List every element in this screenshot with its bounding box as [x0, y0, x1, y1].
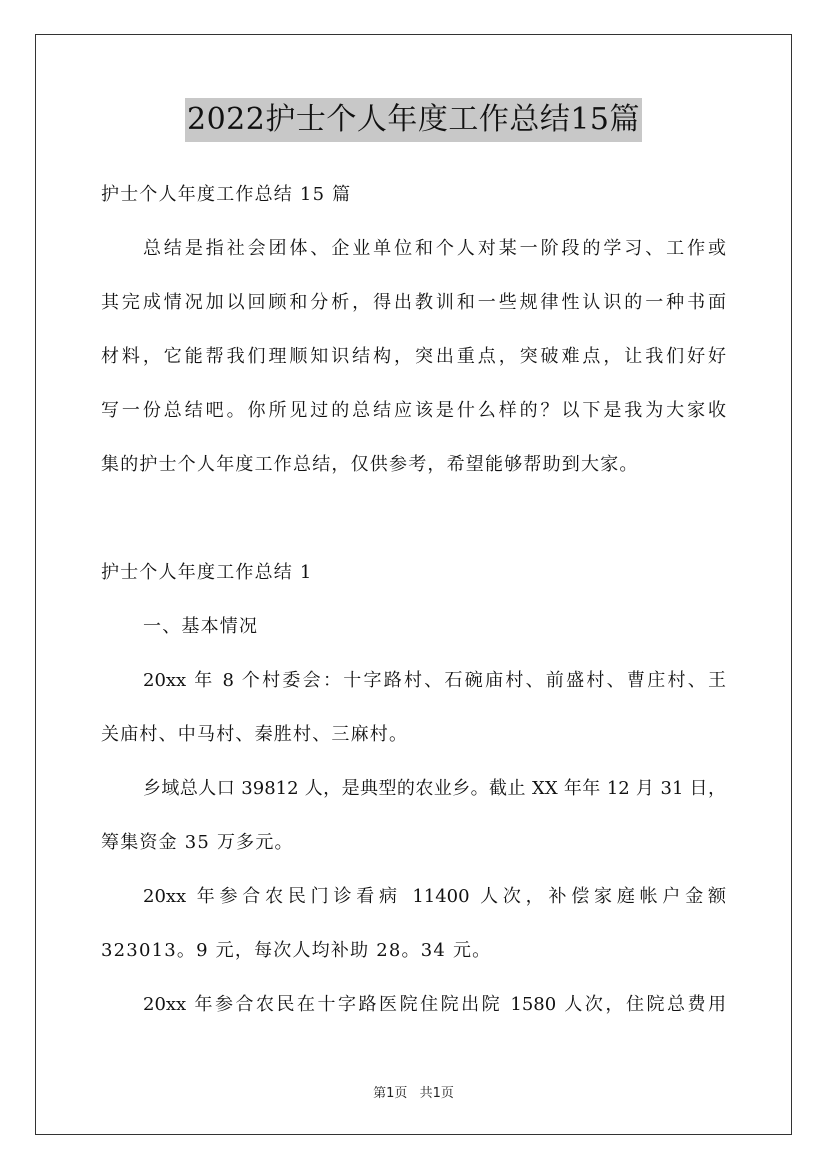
section-heading: 护士个人年度工作总结 15 篇 — [101, 184, 352, 205]
paragraph-line: 乡域总人口 39812 人，是典型的农业乡。截止 XX 年年 12 月 31 日， — [143, 778, 726, 799]
paragraph-line: 其完成情况加以回顾和分析，得出教训和一些规律性认识的一种书面 — [101, 292, 726, 313]
page-total: 共1页 — [419, 1086, 454, 1101]
paragraph-line: 总结是指社会团体、企业单位和个人对某一阶段的学习、工作或 — [143, 238, 726, 259]
paragraph-line: 材料，它能帮我们理顺知识结构，突出重点，突破难点，让我们好好 — [101, 346, 726, 367]
paragraph-line: 20xx 年 8 个村委会：十字路村、石碗庙村、前盛村、曹庄村、王 — [143, 670, 726, 691]
title-container — [0, 98, 827, 142]
paragraph-line: 集的护士个人年度工作总结，仅供参考，希望能够帮助到大家。 — [101, 454, 639, 475]
spacer — [101, 497, 726, 551]
paragraph-line: 323013。9 元，每次人均补助 28。34 元。 — [101, 940, 492, 961]
page-footer — [0, 1082, 827, 1101]
document-title: 2022护士个人年度工作总结15篇 — [185, 98, 642, 142]
paragraph-line: 写一份总结吧。你所见过的总结应该是什么样的？以下是我为大家收 — [101, 400, 726, 421]
paragraph-line: 关庙村、中马村、秦胜村、三麻村。 — [101, 724, 409, 745]
subsection-heading: 一、基本情况 — [143, 616, 259, 637]
section-heading: 护士个人年度工作总结 1 — [101, 562, 313, 583]
paragraph-line: 20xx 年参合农民门诊看病 11400 人次，补偿家庭帐户金额 — [143, 886, 726, 907]
document-body — [101, 173, 726, 1037]
paragraph-line: 筹集资金 35 万多元。 — [101, 832, 294, 853]
paragraph-line: 20xx 年参合农民在十字路医院住院出院 1580 人次，住院总费用 — [143, 994, 726, 1015]
page-number: 第1页 — [373, 1086, 408, 1101]
